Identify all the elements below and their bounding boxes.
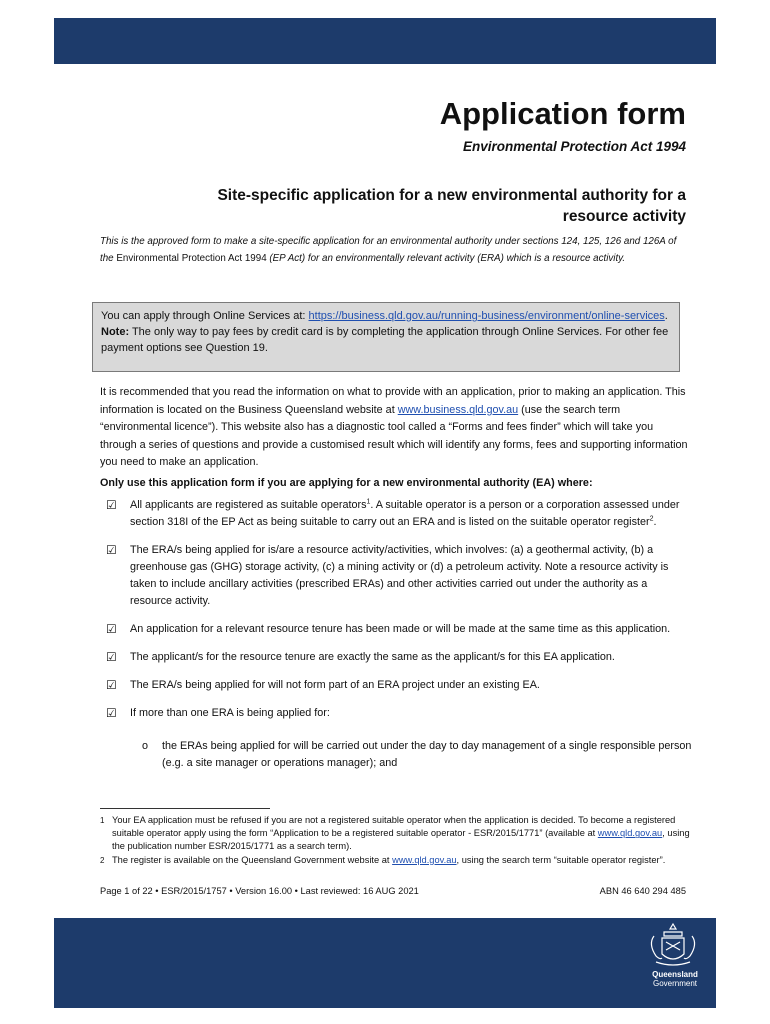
check1-text-2: . A suitable operator is a person or a corporation assessed under section 318I of the EP Act as being suitable to carry out an ERA and is listed on the suitable operator register	[130, 499, 680, 528]
page-footer-info: Page 1 of 22 • ESR/2015/1757 • Version 16.00 • Last reviewed: 16 AUG 2021	[100, 886, 419, 896]
check3-text: An application for a relevant resource tenure has been made or will be made at the same time as this application.	[130, 623, 671, 635]
list-item	[106, 497, 690, 531]
queensland-government-logo	[648, 970, 702, 988]
fn1-text-2: , using the publication number ESR/2015/1771 as a search term).	[112, 828, 690, 852]
logo-line-2: Government	[652, 979, 698, 988]
recommend-text-1: It is recommended that you read the information on what to provide with an application, prior to making an application. This information is located on the Business Queensland website at	[100, 386, 686, 416]
page-title: Application form	[439, 96, 686, 131]
abn-number: ABN 46 640 294 485	[599, 886, 686, 896]
top-banner	[54, 18, 716, 64]
checkbox-checked-icon: ☑	[106, 622, 117, 636]
intro-text-2: (EP Act) for an environmentally relevant activity (ERA) which is a resource activity.	[266, 253, 626, 264]
online-suffix: .	[664, 310, 668, 322]
bottom-banner	[54, 918, 716, 1008]
business-qld-link[interactable]: www.business.qld.gov.au	[397, 403, 519, 416]
online-services-link[interactable]: https://business.qld.gov.au/running-business/environment/online-services	[308, 310, 665, 322]
act-subtitle: Environmental Protection Act 1994	[462, 139, 686, 154]
list-item	[106, 621, 690, 638]
check6-text: If more than one ERA is being applied for:	[130, 707, 330, 719]
footnotes	[100, 814, 690, 867]
online-services-notice	[92, 302, 680, 372]
form-heading: Site-specific application for a new environmental authority for a resource activity	[217, 187, 686, 225]
footnote-divider	[100, 808, 270, 809]
fn2-text-1: The register is available on the Queensland Government website at	[112, 854, 393, 865]
list-item	[106, 649, 690, 666]
intro-act-name: Environmental Protection Act 1994	[116, 253, 267, 264]
checkbox-checked-icon: ☑	[106, 706, 117, 720]
circle-bullet-icon: o	[142, 740, 149, 752]
footnote-number: 2	[100, 855, 105, 865]
intro-paragraph	[100, 233, 688, 267]
footnote-2	[100, 854, 690, 867]
check4-text: The applicant/s for the resource tenure are exactly the same as the applicant/s for this EA application.	[130, 651, 615, 663]
checkbox-checked-icon: ☑	[106, 650, 117, 664]
fn1-text-1: Your EA application must be refused if you are not a registered suitable operator when the application is decided. To become a registered suitable operator apply using the form “Application to be a registered suitable operator - ESR/2015/1771” (available at	[112, 815, 676, 839]
fn2-text-2: , using the search term “suitable operator register”.	[456, 854, 666, 865]
footnote-number: 1	[100, 816, 105, 825]
sub1-text: the ERAs being applied for will be carried out under the day to day management of a single responsible person (e.g. a site manager or operations manager); and	[162, 740, 692, 769]
online-prefix: You can apply through Online Services at:	[101, 310, 309, 322]
check1-text-1: All applicants are registered as suitable operators	[130, 499, 367, 511]
fn2-qld-link[interactable]: www.qld.gov.au	[392, 854, 457, 865]
checkbox-checked-icon: ☑	[106, 543, 117, 557]
sub-list-item	[142, 738, 702, 772]
check1-text-3: .	[653, 516, 657, 528]
only-use-heading: Only use this application form if you are applying for a new environmental authority (EA) where:	[100, 477, 593, 489]
footnote-ref-2[interactable]: 2	[649, 515, 654, 523]
checkbox-checked-icon: ☑	[106, 498, 117, 512]
recommendation-paragraph	[100, 384, 690, 472]
note-label: Note:	[101, 326, 130, 338]
list-item	[106, 677, 690, 694]
eligibility-checklist	[106, 497, 690, 733]
note-text: The only way to pay fees by credit card is by completing the application through Online Services. For other fee payment options see Question 19.	[101, 326, 669, 354]
fn1-qld-link[interactable]: www.qld.gov.au	[597, 828, 663, 839]
checkbox-checked-icon: ☑	[106, 678, 117, 692]
recommend-text-2: (use the search term “environmental licence”). This website also has a diagnostic tool called a “Forms and fees finder” which will take you through a series of questions and provide a customised result which will identify any forms, fees and supporting information you need to make an application.	[100, 403, 688, 468]
footnote-ref-1[interactable]: 1	[366, 498, 371, 506]
logo-line-1: Queensland	[652, 970, 698, 979]
intro-text-1: This is the approved form to make a site-specific application for an environmental authority under sections 124, 125, 126 and 126A of the	[100, 236, 677, 264]
footnote-1	[100, 814, 690, 854]
list-item	[106, 542, 690, 610]
check2-text: The ERA/s being applied for is/are a resource activity/activities, which involves: (a) a geothermal activity, (b) a greenhouse gas (GHG) storage activity, (c) a mining activity or (d) a petroleum activity. Note a resource activity is taken to include ancillary activities (prescribed ERAs) and other activities carried out under the authority as a resource activity.	[130, 544, 669, 607]
list-item	[106, 705, 690, 722]
check5-text: The ERA/s being applied for will not form part of an ERA project under an existing EA.	[130, 679, 540, 691]
